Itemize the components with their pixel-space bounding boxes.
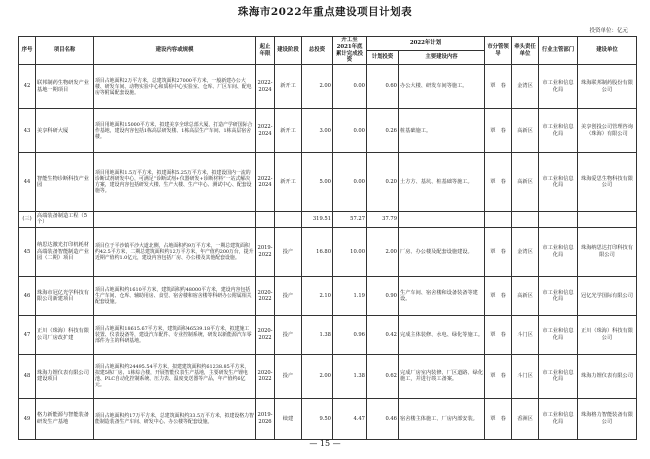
row-cum: 1.19 [333,277,367,316]
row-unit: 珠海爱思生物科技有限公司 [578,153,637,212]
row-cum: 10.00 [333,227,367,277]
row-cum: 0.00 [333,153,367,212]
page-title: 珠海市2022年重点建设项目计划表 [237,6,413,18]
row-plan-content: 完成厂房室内装修、厂区道路、绿化施工，并进行竣工备案。 [399,354,485,398]
row-plan: 0.20 [367,153,399,212]
row-no: 45 [19,227,36,277]
row-city: 覃 春 [485,398,512,439]
row-content: 项目占地面积约24495.54平方米，拟建建筑面积约61238.85平方米，拟建5栋厂房、1栋综合楼，开展智能仪表生产基地，主要研发生产锂电池、PLC自动化控制系统、压力表、温度变送器等产品，年产值约6亿元。 [94,354,256,398]
row-district: 金湾区 [512,227,539,277]
col-no: 序号 [19,37,36,65]
row-total: 3.00 [302,109,333,153]
table-row [19,153,637,212]
row-content: 项目用地面积15000平方米，拟建美享全球总部大厦，打造产学研国际合作基地，建设内容包括1栋高层研发楼、1栋高层生产车间、1栋高层宿舍楼。 [94,109,256,153]
row-total: 5.00 [302,153,333,212]
row-period: 2022-2024 [256,65,275,109]
row-no: 48 [19,354,36,398]
subtotal-row [19,212,637,227]
row-plan-content: 桩基础施工。 [399,109,485,153]
col-total: 总投资 [302,37,333,65]
subtotal-name: 高端装备制造工程（5个） [36,212,94,227]
row-name: 珠海市冠亿光学科技有限公司新建项目 [36,277,94,316]
row-no: 44 [19,153,36,212]
row-content: 项目位于平沙镇平沙大道北侧，占地面积约9万平方米，一期总建筑面积约42.5平方米，二期总建筑面积约12万平方米，年产值约200万台，提升近期产值约1.0亿元，建设内容包括厂房、办公楼及其他配套设施。 [94,227,256,277]
row-stage: 投产 [275,316,302,355]
row-district: 高新区 [512,153,539,212]
row-city: 覃 春 [485,65,512,109]
row-total: 2.10 [302,277,333,316]
table-row [19,277,637,316]
row-dept: 市工业和信息化局 [539,153,578,212]
row-no: 46 [19,277,36,316]
row-plan: 0.90 [367,277,399,316]
col-district: 牵头责任单位 [512,37,539,65]
row-unit: 珠海格力智能装备有限公司 [578,398,637,439]
row-content: 项目占地面积18615.67平方米，建筑面积46539.18平方米，拟建施工装置、仪表设备等，建设汽车配件、专业控制系统，研发以新能源汽车零部件为主的科研基地。 [94,316,256,355]
table-row [19,65,637,109]
subtotal-cum: 57.27 [333,212,367,227]
row-city: 覃 春 [485,354,512,398]
row-no: 47 [19,316,36,355]
row-unit: 冠亿光学国际有限公司 [578,277,637,316]
row-dept: 市工业和信息化局 [539,354,578,398]
row-stage: 新开工 [275,109,302,153]
row-name: 纳思达激光打印机耗材高端装备智能制造产业园（二期）项目 [36,227,94,277]
col-cum: 开工至2021年底累计完成投资 [333,37,367,65]
subtotal-no: (三) [19,212,36,227]
row-content: 项目占地面积约17万平方米，总建筑面积约33.5万平方米，拟建设格力智能制造装备生产车间、研发中心、办公楼等配套设施。 [94,398,256,439]
row-plan: 0.26 [367,109,399,153]
row-unit: 美享创投公司管理咨询（珠海）有限公司 [578,109,637,153]
row-district: 高新区 [512,109,539,153]
row-plan: 0.46 [367,398,399,439]
row-cum: 0.00 [333,109,367,153]
row-period: 2019-2026 [256,398,275,439]
table-row [19,227,637,277]
row-name: 联邦制药生物研发产业基地一期项目 [36,65,94,109]
row-city: 覃 春 [485,316,512,355]
table-row [19,109,637,153]
row-period: 2022-2024 [256,153,275,212]
project-table [18,36,637,440]
subtotal-total: 319.51 [302,212,333,227]
row-content: 项目占地面积2万平方米，总建筑面积27000平方米，一般新建办公大楼、研发车间、动物实验中心和质检中心实验室、仓库、厂区车间、配电房等附属配套设施。 [94,65,256,109]
row-plan: 0.60 [367,65,399,109]
row-plan-content: 宿舍楼主体施工、厂房内部安装。 [399,398,485,439]
row-plan: 2.00 [367,227,399,277]
row-plan-content: 办公大楼、研发车间等施工。 [399,65,485,109]
row-plan: 0.42 [367,316,399,355]
row-plan-content: 厂房、办公楼及配套设施建设。 [399,227,485,277]
row-total: 9.50 [302,398,333,439]
row-cum: 4.47 [333,398,367,439]
row-plan-content: 土方方、基坑、桩基础等施工。 [399,153,485,212]
row-stage: 新开工 [275,153,302,212]
row-district: 香洲区 [512,398,539,439]
row-dept: 市工业和信息化局 [539,277,578,316]
row-total: 1.38 [302,316,333,355]
subtotal-plan: 37.79 [367,212,399,227]
row-plan-content: 生产车间、宿舍楼和设备装备等建设。 [399,277,485,316]
table-row [19,398,637,439]
row-dept: 市工业和信息化局 [539,316,578,355]
row-total: 16.80 [302,227,333,277]
row-dept: 市工业和信息化局 [539,65,578,109]
col-plan-invest: 计划投资 [367,51,399,65]
table-row [19,316,637,355]
row-district: 斗门区 [512,316,539,355]
row-dept: 市工业和信息化局 [539,109,578,153]
row-stage: 投产 [275,354,302,398]
row-unit: 正川（珠海）科技有限公司 [578,316,637,355]
row-district: 金湾区 [512,65,539,109]
row-cum: 0.96 [333,316,367,355]
row-period: 2022-2024 [256,109,275,153]
row-city: 覃 春 [485,227,512,277]
row-no: 49 [19,398,36,439]
row-unit: 珠海力锂仪表有限公司 [578,354,637,398]
row-no: 42 [19,65,36,109]
row-unit: 珠海联邦制药股份有限公司 [578,65,637,109]
row-cum: 1.38 [333,354,367,398]
row-plan: 0.62 [367,354,399,398]
row-city: 覃 春 [485,153,512,212]
row-name: 正川（珠海）科技有限公司厂房改扩建 [36,316,94,355]
row-district: 斗门区 [512,354,539,398]
row-stage: 投产 [275,227,302,277]
row-period: 2020-2022 [256,277,275,316]
col-unit: 建设单位 [578,37,637,65]
header-row-1 [19,37,637,51]
row-period: 2020-2022 [256,316,275,355]
row-dept: 市工业和信息化局 [539,398,578,439]
col-period: 起止年限 [256,37,275,65]
row-name: 格力新能源与智能装备研发生产基地 [36,398,94,439]
table-row [19,354,637,398]
row-plan-content: 完成主体装修、水电、绿化等施工。 [399,316,485,355]
col-name: 项目名称 [36,37,94,65]
page-number: — 15 — [309,439,341,448]
row-content: 项目用地面积1.5万平方米，拟建面积5.25万平方米，拟建设国内一流的诊断试剂研发中心，可满足“诊断试剂+仪器研发+诊断材料”一站式解决方案，建设内容包括研发大楼、生产大楼、生产中心、测试中心、配套设施等。 [94,153,256,212]
col-plan-year: 2022年计划 [367,37,485,51]
row-period: 2020-2022 [256,354,275,398]
row-cum: 0.00 [333,65,367,109]
row-stage: 投产 [275,277,302,316]
row-total: 2.00 [302,65,333,109]
col-content: 建设内容或规模 [94,37,256,65]
col-plan-content: 主要建设内容 [399,51,485,65]
row-city: 覃 春 [485,109,512,153]
row-total: 2.00 [302,354,333,398]
col-city: 市分管领导 [485,37,512,65]
col-stage: 建设阶段 [275,37,302,65]
row-content: 项目占地面积约1610平方米，建筑面积约48000平方米，建设内容包括生产车间、仓库、辅助用房、食堂、宿舍楼和宿舍楼等科研办公附属相关配套设施。 [94,277,256,316]
row-period: 2019-2022 [256,227,275,277]
unit-label: 投资单位：亿元 [589,28,628,34]
row-no: 43 [19,109,36,153]
row-name: 智能生物诊断科技产业园 [36,153,94,212]
row-unit: 珠海纳思达打印科技有限公司 [578,227,637,277]
row-stage: 新开工 [275,65,302,109]
row-name: 美享科研大厦 [36,109,94,153]
row-dept: 市工业和信息化局 [539,227,578,277]
row-city: 覃 春 [485,277,512,316]
row-district: 高新区 [512,277,539,316]
row-name: 珠海力锂仪表有限公司建设项目 [36,354,94,398]
col-dept: 行业主管部门 [539,37,578,65]
row-stage: 续建 [275,398,302,439]
